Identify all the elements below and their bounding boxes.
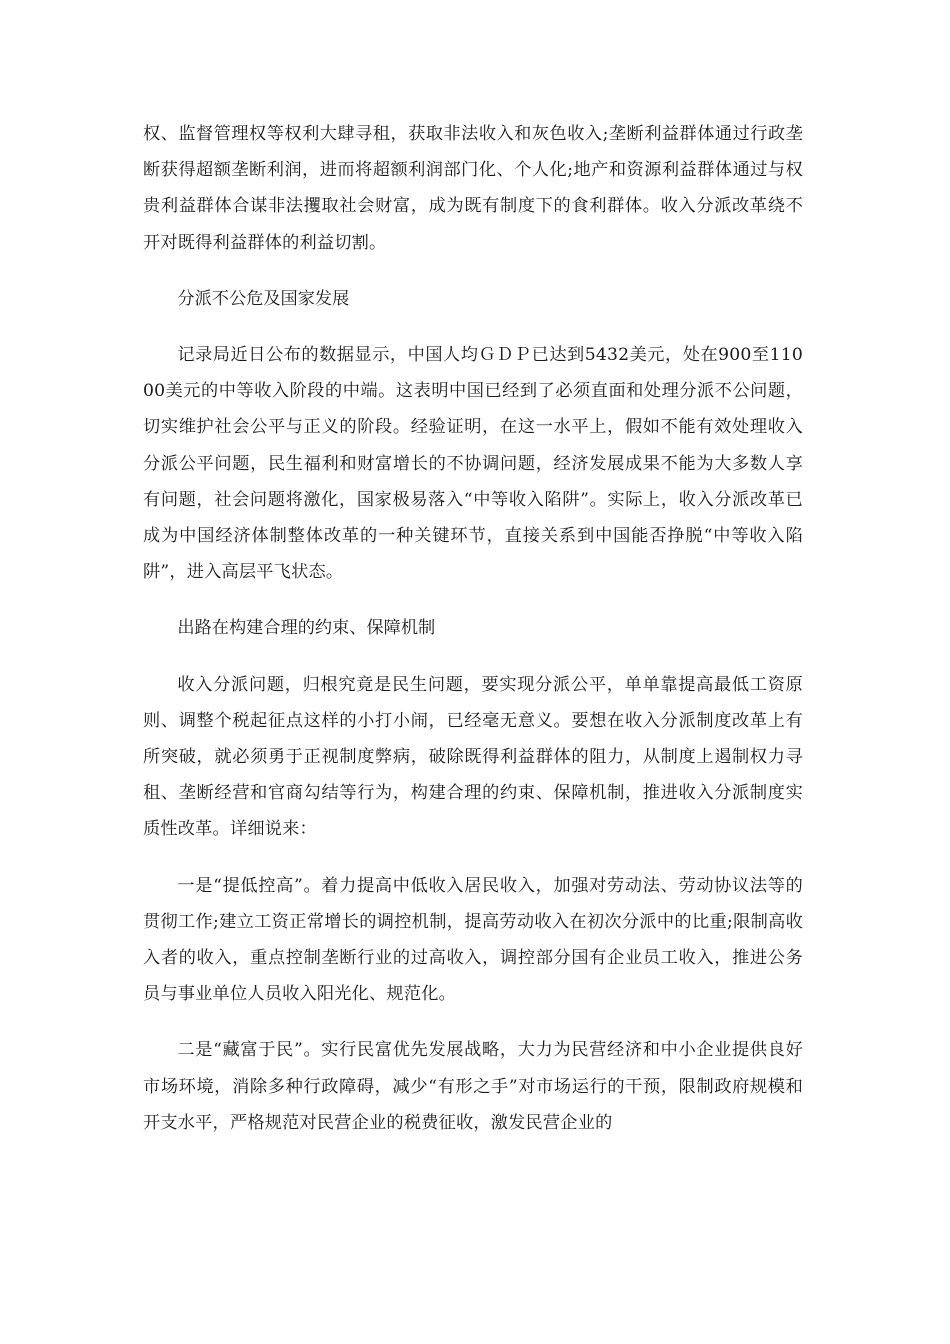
- section-heading: 出路在构建合理的约束、保障机制: [177, 618, 436, 639]
- body-paragraph: 记录局近日公布的数据显示，中国人均ＧＤＰ已达到5432美元，处在900至11000美元的中等收入阶段的中端。这表明中国已经到了必须直面和处理分派不公问题，切实维护社会公平与正义的阶段。经验证明，在这一水平上，假如不能有效处理收入分派公平问题，民生福利和财富增长的不协调问题，经济发展成果不能为大多数人享有问题，社会问题将激化，国家极易落入“中等收入陷阱”。实际上，收入分派改革已成为中国经济体制整体改革的一种关键环节，直接关系到中国能否挣脱“中等收入陷阱”，进入高层平飞状态。: [143, 345, 803, 583]
- paragraph-gap: [143, 317, 803, 337]
- body-paragraph: 二是“藏富于民”。实行民富优先发展战略，大力为民营经济和中小企业提供良好市场环境，消除多种行政障碍，减少“有形之手”对市场运行的干预，限制政府规模和开支水平，严格规范对民营企业的税费征收，激发民营企业的: [143, 1040, 803, 1133]
- body-paragraph: 收入分派问题，归根究竟是民生问题，要实现分派公平，单单靠提高最低工资原则、调整个税起征点这样的小打小闹，已经毫无意义。要想在收入分派制度改革上有所突破，就必须勇于正视制度弊病，破除既得利益群体的阻力，从制度上遏制权力寻租、垄断经营和官商勾结等行为，构建合理的约束、保障机制，推进收入分派制度实质性改革。详细说来：: [143, 674, 803, 840]
- paragraph-gap: [143, 647, 803, 667]
- paragraph-gap: [143, 848, 803, 868]
- body-paragraph: 一是“提低控高”。着力提高中低收入居民收入，加强对劳动法、劳动协议法等的贯彻工作;建立工资正常增长的调控机制，提高劳动收入在初次分派中的比重;限制高收入者的收入，重点控制垄断行业的过高收入，调控部分国有企业员工收入，推进公务员与事业单位人员收入阳光化、规范化。: [143, 875, 803, 1005]
- document-page: [143, 116, 803, 1141]
- section-heading: 分派不公危及国家发展: [177, 288, 350, 309]
- paragraph-gap: [143, 261, 803, 281]
- paragraph-gap: [143, 1012, 803, 1032]
- body-paragraph: 权、监督管理权等权利大肆寻租，获取非法收入和灰色收入;垄断利益群体通过行政垄断获得超额垄断利润，进而将超额利润部门化、个人化;地产和资源利益群体通过与权贵利益群体合谋非法攫取社会财富，成为既有制度下的食利群体。收入分派改革绕不开对既得利益群体的利益切割。: [143, 124, 803, 253]
- paragraph-gap: [143, 590, 803, 610]
